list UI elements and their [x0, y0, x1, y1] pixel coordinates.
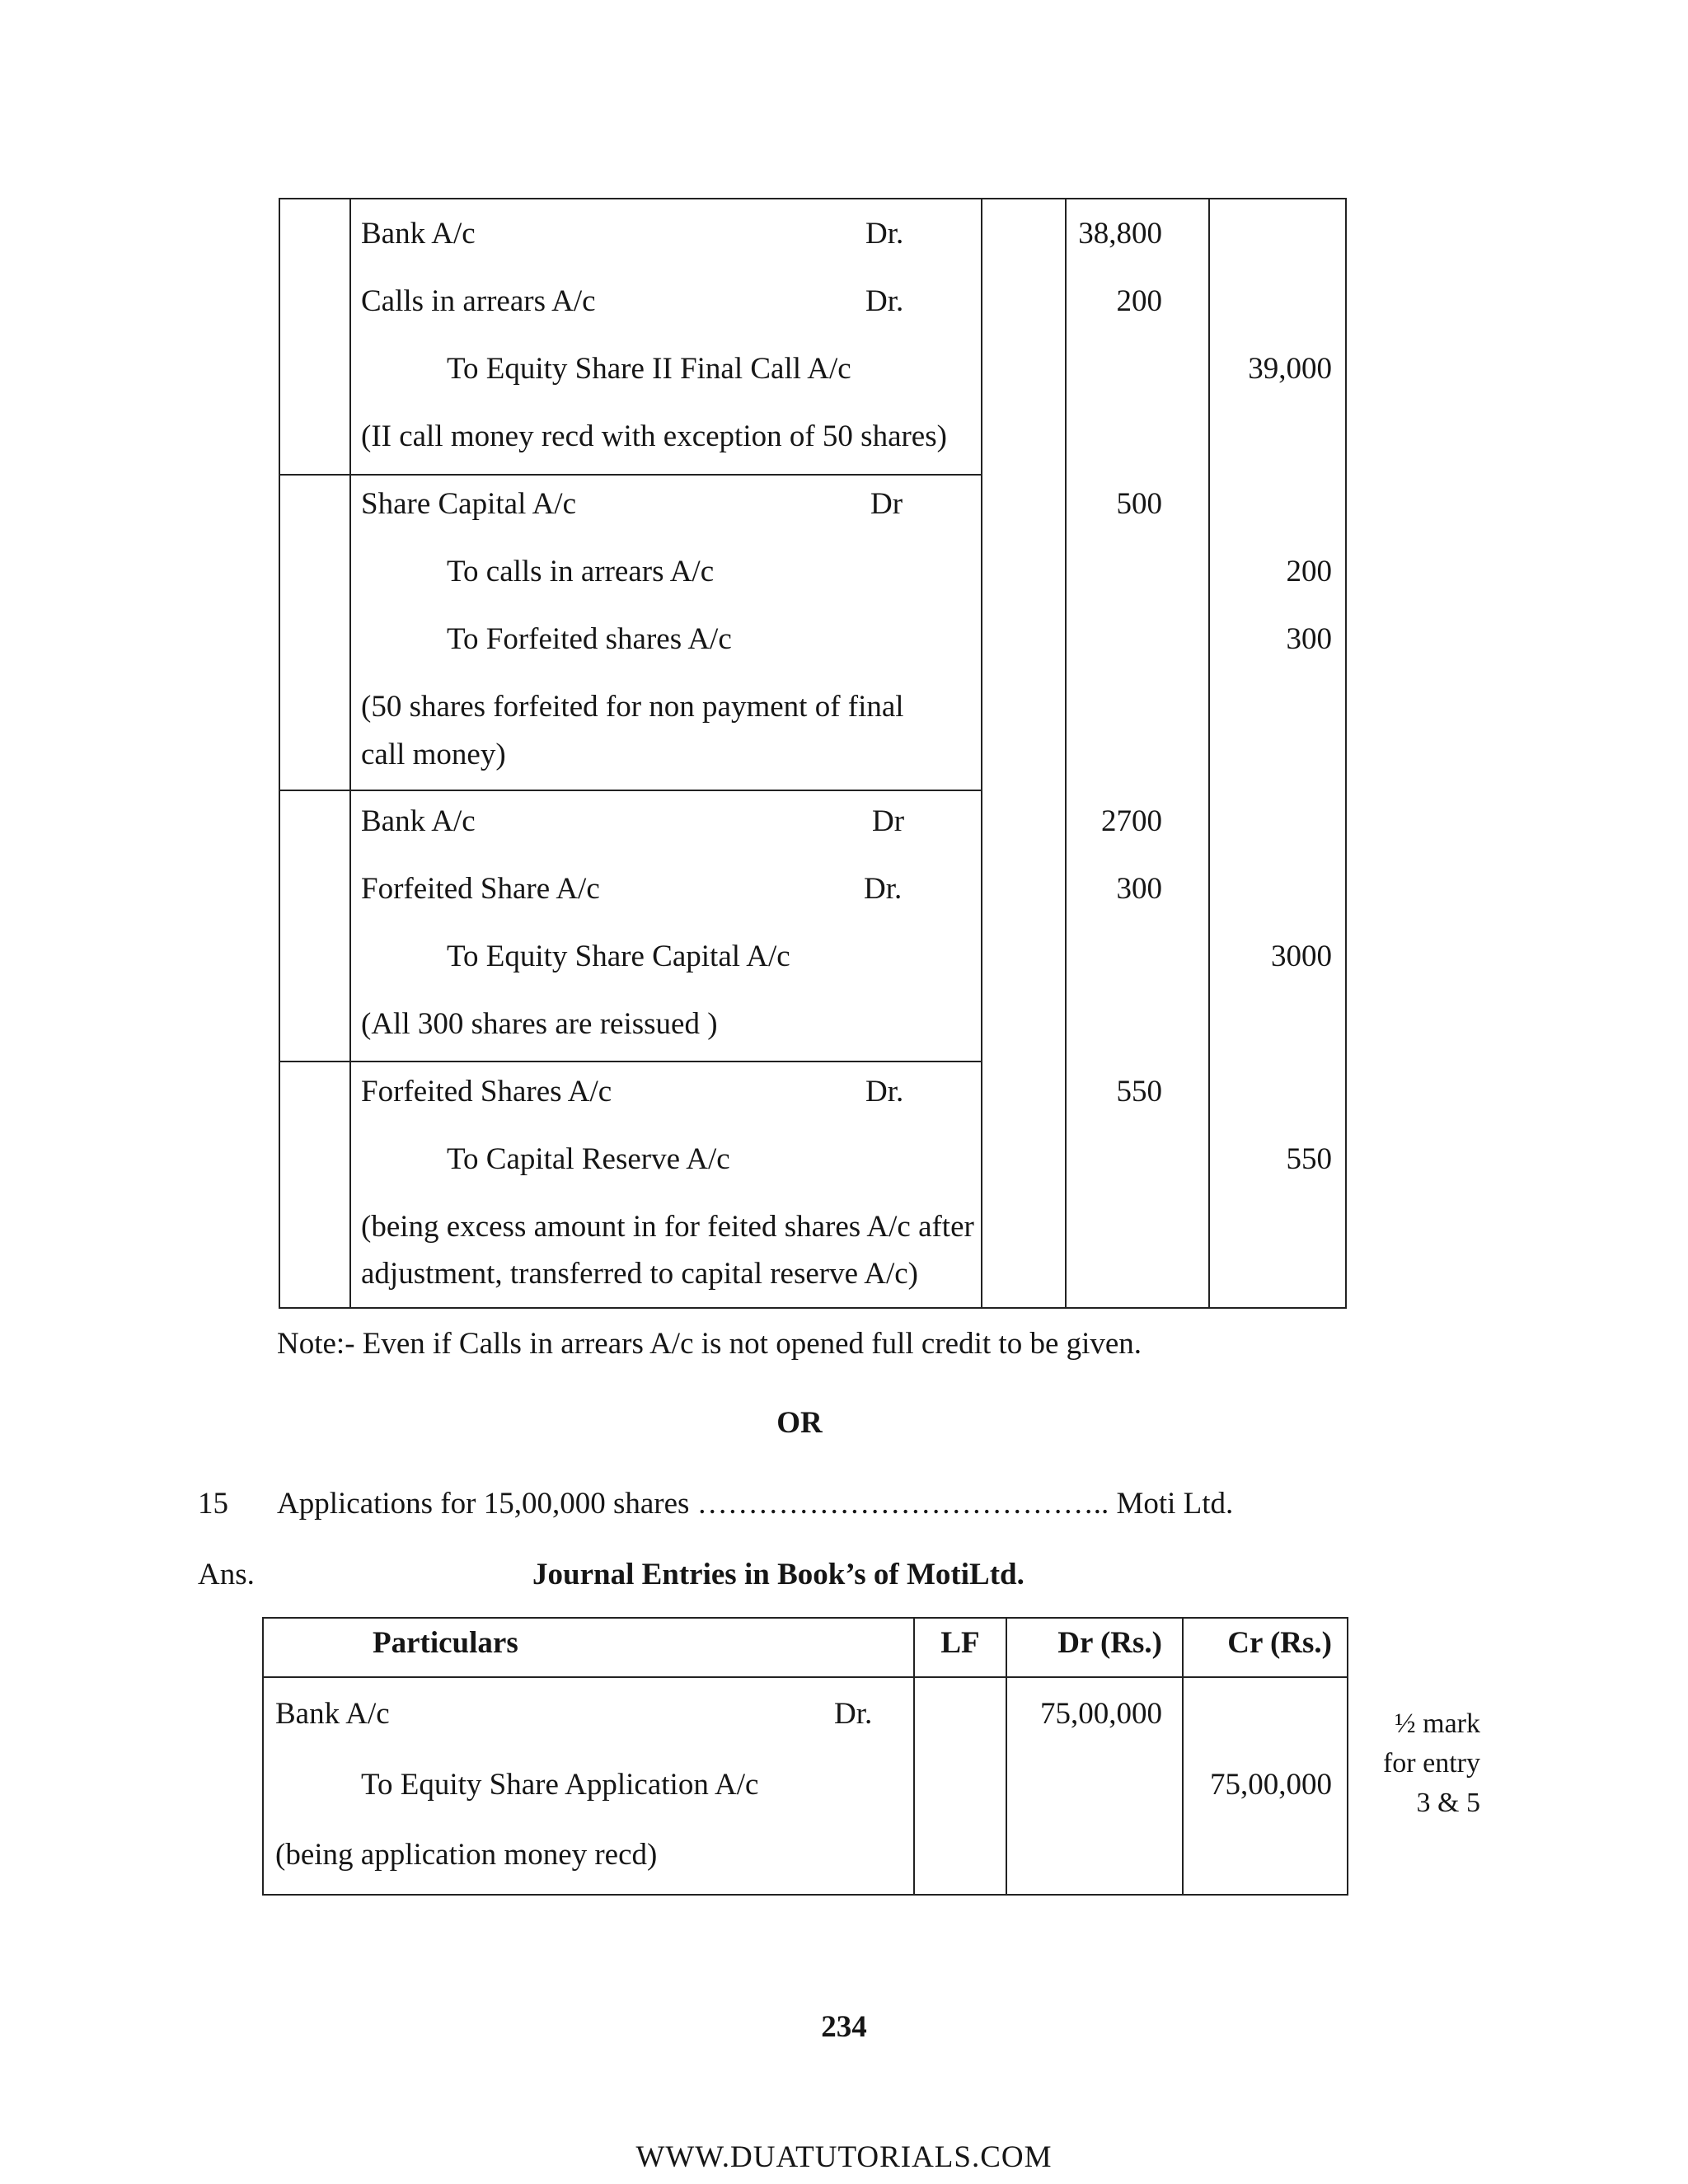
entry-3-line-2-text: Forfeited Share A/c — [361, 872, 600, 906]
answer-label: Ans. — [198, 1558, 255, 1591]
entry-1-line-1-dr-mark: Dr. — [865, 217, 904, 251]
question-text: Applications for 15,00,000 shares ………………………………….. Moti Ltd. — [277, 1487, 1234, 1521]
entry-1-narration: (II call money recd with exception of 50 shares) — [361, 419, 947, 453]
table2-row-1-text: Bank A/c — [275, 1697, 390, 1731]
entry-3-line-3-cr-amount: 3000 — [1271, 940, 1332, 973]
side-note-line-3: 3 & 5 — [1416, 1788, 1480, 1818]
question-number: 15 — [198, 1487, 228, 1521]
entry-2-line-1-dr-amount: 500 — [1116, 487, 1162, 521]
entry-4-narration-line-1: (being excess amount in for feited shares A/c after — [361, 1210, 974, 1244]
entry-2-line-3-text: To Forfeited shares A/c — [447, 622, 732, 656]
entry-4-line-1-text: Forfeited Shares A/c — [361, 1075, 612, 1108]
entry-3-line-1-text: Bank A/c — [361, 804, 476, 838]
entry-3-line-1-dr-mark: Dr — [872, 804, 905, 838]
table2-row-3-text: (being application money recd) — [275, 1838, 658, 1872]
entry-4-line-2-cr-amount: 550 — [1286, 1142, 1332, 1176]
entry-1-line-3-cr-amount: 39,000 — [1248, 352, 1332, 386]
entry-3-narration: (All 300 shares are reissued ) — [361, 1007, 718, 1041]
header-dr: Dr (Rs.) — [1057, 1626, 1162, 1660]
header-lf: LF — [940, 1626, 980, 1660]
page-number: 234 — [821, 2010, 867, 2044]
or-label: OR — [776, 1406, 823, 1440]
entry-4-line-1-dr-amount: 550 — [1116, 1075, 1162, 1108]
entry-2-line-3-cr-amount: 300 — [1286, 622, 1332, 656]
entry-1-line-3-text: To Equity Share II Final Call A/c — [447, 352, 851, 386]
entry-4-line-2-text: To Capital Reserve A/c — [447, 1142, 730, 1176]
table2-row-2-cr-amount: 75,00,000 — [1210, 1768, 1332, 1802]
entry-2-narration-line-1: (50 shares forfeited for non payment of final — [361, 690, 904, 724]
header-cr: Cr (Rs.) — [1227, 1626, 1332, 1660]
table2-row-1-dr-amount: 75,00,000 — [1040, 1697, 1162, 1731]
entry-3-line-2-dr-mark: Dr. — [864, 872, 903, 906]
note-text: Note:- Even if Calls in arrears A/c is not opened full credit to be given. — [277, 1327, 1142, 1361]
entry-3-line-2-dr-amount: 300 — [1116, 872, 1162, 906]
entry-3-line-1-dr-amount: 2700 — [1101, 804, 1162, 838]
entry-4-narration-line-2: adjustment, transferred to capital reserve A/c) — [361, 1257, 918, 1291]
entry-2-line-2-cr-amount: 200 — [1286, 555, 1332, 588]
answer-heading: Journal Entries in Book’s of MotiLtd. — [532, 1558, 1025, 1591]
entry-3-line-3-text: To Equity Share Capital A/c — [447, 940, 790, 973]
side-note-line-1: ½ mark — [1395, 1708, 1480, 1739]
table2-row-2-text: To Equity Share Application A/c — [361, 1768, 759, 1802]
footer-website: WWW.DUATUTORIALS.COM — [635, 2140, 1053, 2174]
entry-1-line-2-dr-amount: 200 — [1116, 284, 1162, 318]
entry-1-line-2-dr-mark: Dr. — [865, 284, 904, 318]
entry-1-line-1-text: Bank A/c — [361, 217, 476, 251]
table2-row-1-dr-mark: Dr. — [834, 1697, 873, 1731]
header-particulars: Particulars — [373, 1626, 518, 1660]
entry-2-line-1-dr-mark: Dr — [870, 487, 903, 521]
entry-2-line-2-text: To calls in arrears A/c — [447, 555, 715, 588]
entry-2-narration-line-2: call money) — [361, 738, 506, 771]
entry-4-line-1-dr-mark: Dr. — [865, 1075, 904, 1108]
entry-1-line-2-text: Calls in arrears A/c — [361, 284, 596, 318]
entry-2-line-1-text: Share Capital A/c — [361, 487, 576, 521]
side-note-line-2: for entry — [1382, 1748, 1480, 1779]
entry-1-line-1-dr-amount: 38,800 — [1078, 217, 1162, 251]
